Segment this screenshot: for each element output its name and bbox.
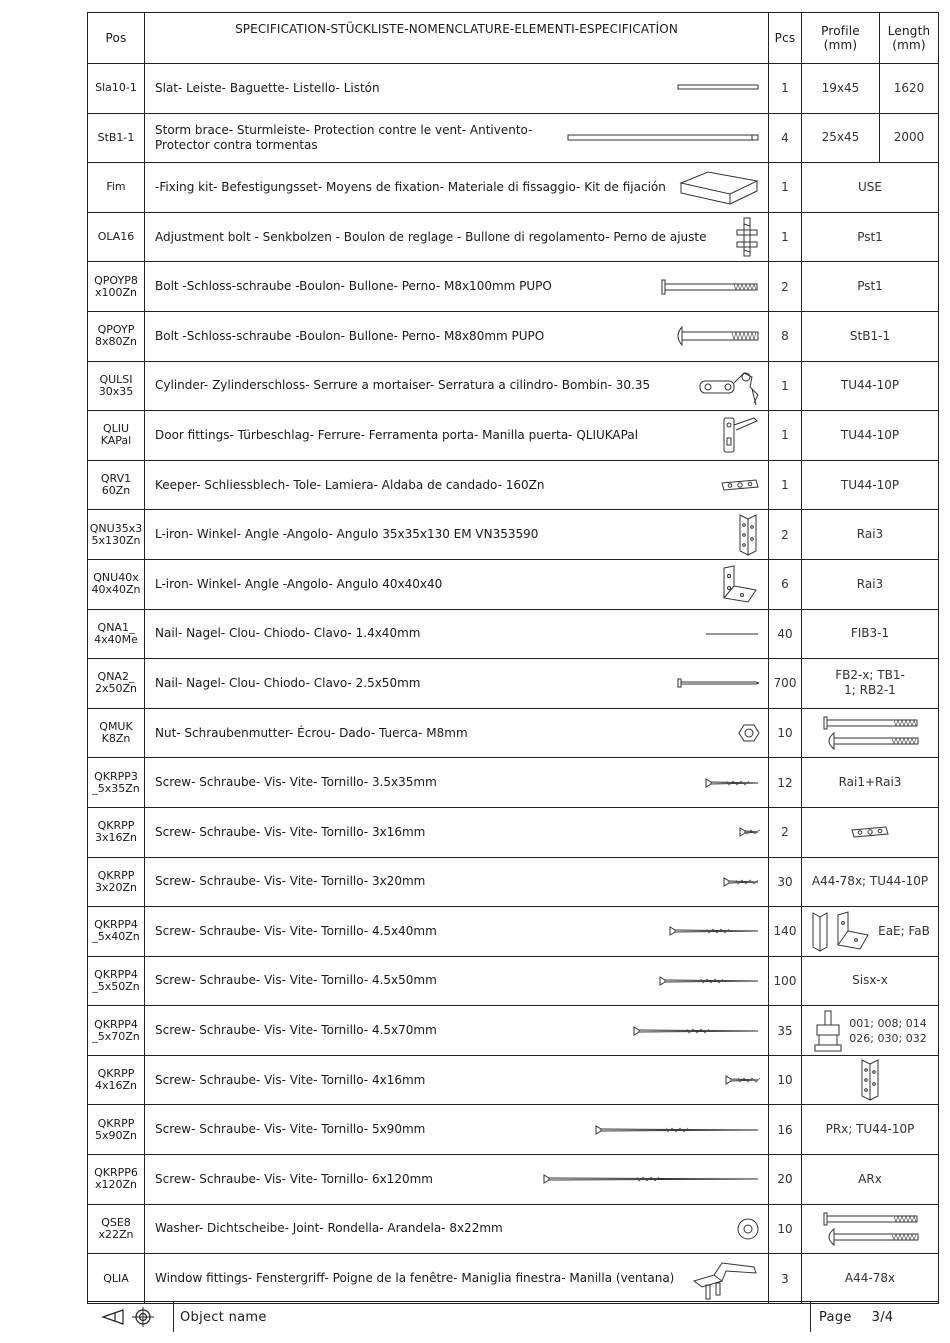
- item-position-code: QKRPP 3x20Zn: [88, 857, 145, 907]
- screw-icon: [594, 1123, 760, 1137]
- item-usage: Rai3: [856, 576, 884, 591]
- item-position-code: QNU35x3 5x130Zn: [88, 510, 145, 560]
- table-row: [88, 1254, 939, 1304]
- table-row: [88, 361, 939, 411]
- item-position-code: QPOYP 8x80Zn: [88, 311, 145, 361]
- item-quantity: 12: [769, 758, 802, 808]
- item-usage: USE: [858, 179, 882, 194]
- item-position-code: QKRPP4 _5x40Zn: [88, 907, 145, 957]
- table-row: [88, 212, 939, 262]
- item-description-cell: [145, 1254, 769, 1304]
- item-position-code: QKRPP 3x16Zn: [88, 807, 145, 857]
- bolt-carriage-icon: [674, 325, 760, 347]
- table-row: [88, 956, 939, 1006]
- nail-icon: [676, 677, 760, 689]
- table-row: [88, 857, 939, 907]
- item-position-code: QKRPP 4x16Zn: [88, 1055, 145, 1105]
- item-usage-cell: [802, 1204, 939, 1254]
- item-usage-cell: [802, 311, 939, 361]
- item-description: Washer- Dichtscheibe- Joint- Rondella- Arandela- 8x22mm: [155, 1221, 503, 1236]
- item-quantity: 1: [769, 212, 802, 262]
- item-position-code: QKRPP 5x90Zn: [88, 1105, 145, 1155]
- hex-nut-icon: [738, 723, 760, 743]
- item-description: -Fixing kit- Befestigungsset- Moyens de fixation- Materiale di fissaggio- Kit de fijación: [155, 179, 666, 194]
- angle-brackets-icon: [810, 909, 872, 953]
- item-position-code: QNA2_ 2x50Zn: [88, 659, 145, 709]
- item-description-cell: [145, 559, 769, 609]
- table-row: [88, 907, 939, 957]
- header-length-unit: (mm): [892, 38, 926, 52]
- table-row: [88, 708, 939, 758]
- screw-icon: [542, 1172, 760, 1186]
- item-description-cell: [145, 1155, 769, 1205]
- washer-icon: [736, 1217, 760, 1241]
- screw-icon: [658, 974, 760, 988]
- item-description: Screw- Schraube- Vis- Vite- Tornillo- 5x90mm: [155, 1122, 426, 1137]
- item-quantity: 35: [769, 1006, 802, 1056]
- table-row: [88, 1006, 939, 1056]
- bolts-pair-icon: [820, 714, 920, 752]
- slat-icon: [676, 83, 760, 93]
- item-description-cell: [145, 1204, 769, 1254]
- header-profile-unit: (mm): [823, 38, 858, 52]
- item-usage-cell: [802, 956, 939, 1006]
- item-position-code: Sla10-1: [88, 64, 145, 114]
- screw-icon: [738, 825, 760, 839]
- item-description-cell: [145, 609, 769, 659]
- item-description: Screw- Schraube- Vis- Vite- Tornillo- 6x120mm: [155, 1171, 433, 1186]
- table-row: [88, 758, 939, 808]
- item-quantity: 140: [769, 907, 802, 957]
- item-description: Keeper- Schliessblech- Tole- Lamiera- Aldaba de candado- 160Zn: [155, 477, 545, 492]
- item-description-cell: [145, 758, 769, 808]
- item-position-code: StB1-1: [88, 113, 145, 163]
- table-row: [88, 64, 939, 114]
- table-row: [88, 262, 939, 312]
- item-usage: TU44-10P: [840, 378, 900, 393]
- page-number-block: [811, 1302, 938, 1332]
- item-quantity: 30: [769, 857, 802, 907]
- item-position-code: QSE8 x22Zn: [88, 1204, 145, 1254]
- item-usage-cell: [802, 1055, 939, 1105]
- first-angle-projection-icon: [101, 1306, 159, 1328]
- item-usage: TU44-10P: [840, 427, 900, 442]
- item-quantity: 10: [769, 1055, 802, 1105]
- bolt-long-icon: [660, 278, 760, 296]
- post-anchor-icon: [813, 1009, 843, 1053]
- item-usage-line: 026; 030; 032: [849, 1031, 927, 1045]
- item-usage-cell: [802, 1155, 939, 1205]
- item-position-code: QKRPP3 _5x35Zn: [88, 758, 145, 808]
- item-description-cell: [145, 212, 769, 262]
- item-description: Nut- Schraubenmutter- Écrou- Dado- Tuerca- M8mm: [155, 725, 468, 740]
- item-quantity: 2: [769, 510, 802, 560]
- item-usage: FIB3-1: [850, 626, 890, 641]
- item-usage: TU44-10P: [840, 477, 900, 492]
- item-position-code: QLIA: [88, 1254, 145, 1304]
- storm-brace-icon: [566, 133, 760, 143]
- item-usage: ARx: [858, 1171, 882, 1186]
- item-length: 1620: [880, 64, 939, 114]
- item-description-cell: [145, 1055, 769, 1105]
- item-description: Cylinder- Zylinderschloss- Serrure a mortaiser- Serratura a cilindro- Bombin- 30.35: [155, 378, 651, 393]
- item-position-code: QRV1 60Zn: [88, 460, 145, 510]
- item-usage: Rai3: [856, 527, 884, 542]
- screw-icon: [704, 776, 760, 790]
- item-usage-cell: [802, 807, 939, 857]
- item-description-cell: [145, 1105, 769, 1155]
- item-usage-cell: [802, 361, 939, 411]
- item-description: Screw- Schraube- Vis- Vite- Tornillo- 3x16mm: [155, 824, 426, 839]
- item-usage-cell: [802, 609, 939, 659]
- item-position-code: QLIU KAPal: [88, 411, 145, 461]
- item-description: Storm brace- Sturmleiste- Protection contre le vent- Antivento- Protector contra tormentas: [155, 122, 533, 152]
- item-description: Slat- Leiste- Baguette- Listello- Listón: [155, 80, 380, 95]
- screw-icon: [722, 875, 760, 889]
- item-usage-cell: [802, 1254, 939, 1304]
- item-position-code: QKRPP4 _5x70Zn: [88, 1006, 145, 1056]
- item-quantity: 1: [769, 64, 802, 114]
- item-usage-cell: [802, 163, 939, 213]
- item-length: 2000: [880, 113, 939, 163]
- item-quantity: 2: [769, 262, 802, 312]
- item-description-cell: [145, 311, 769, 361]
- item-quantity: 700: [769, 659, 802, 709]
- item-usage: FB2-x; TB1-1; RB2-1: [835, 668, 905, 698]
- item-quantity: 10: [769, 708, 802, 758]
- item-description-cell: [145, 708, 769, 758]
- header-description: SPECIFICATION-STÜCKLISTE-NOMENCLATURE-ELEMENTI-ESPECIFICATÍON: [145, 13, 769, 64]
- table-row: [88, 460, 939, 510]
- item-usage: PRx; TU44-10P: [825, 1122, 915, 1137]
- item-position-code: QKRPP6 x120Zn: [88, 1155, 145, 1205]
- table-row: [88, 1204, 939, 1254]
- item-description-cell: [145, 262, 769, 312]
- item-description-cell: [145, 361, 769, 411]
- item-description-cell: [145, 907, 769, 957]
- item-usage: A44-78x; TU44-10P: [811, 874, 929, 889]
- item-profile: 19x45: [802, 64, 880, 114]
- header-profile-label: Profile: [821, 24, 860, 38]
- item-description: Bolt -Schloss-schraube -Boulon- Bullone- Perno- M8x100mm PUPO: [155, 279, 552, 294]
- header-pcs: Pcs: [769, 13, 802, 64]
- item-usage: Pst1: [857, 279, 883, 294]
- item-quantity: 16: [769, 1105, 802, 1155]
- fixing-kit-box-icon: [678, 167, 760, 207]
- item-usage-line: 001; 008; 014: [849, 1016, 927, 1030]
- projection-symbol: [87, 1302, 174, 1332]
- item-usage-cell: [802, 1006, 939, 1056]
- table-row: [88, 411, 939, 461]
- item-description: Screw- Schraube- Vis- Vite- Tornillo- 4.5x50mm: [155, 973, 437, 988]
- item-usage-cell: [802, 758, 939, 808]
- header-profile: [802, 13, 880, 64]
- item-description: L-iron- Winkel- Angle -Angolo- Angulo 40x40x40: [155, 576, 443, 591]
- item-quantity: 10: [769, 1204, 802, 1254]
- item-position-code: QKRPP4 _5x50Zn: [88, 956, 145, 1006]
- item-quantity: 1: [769, 460, 802, 510]
- item-description-cell: [145, 857, 769, 907]
- item-description-cell: [145, 510, 769, 560]
- item-position-code: QNA1_ 4x40Me: [88, 609, 145, 659]
- item-description-cell: [145, 659, 769, 709]
- screw-icon: [668, 924, 760, 938]
- item-usage-cell: [802, 659, 939, 709]
- item-usage: Sisx-x: [852, 973, 888, 988]
- item-quantity: 20: [769, 1155, 802, 1205]
- item-usage: Rai1+Rai3: [838, 775, 902, 790]
- item-usage-cell: [802, 411, 939, 461]
- item-usage-cell: [802, 907, 939, 957]
- item-quantity: 1: [769, 361, 802, 411]
- item-position-code: Fim: [88, 163, 145, 213]
- door-handle-icon: [720, 414, 760, 456]
- item-description: Screw- Schraube- Vis- Vite- Tornillo- 3.5x35mm: [155, 775, 437, 790]
- object-name-label: Object name: [174, 1302, 811, 1332]
- table-row: [88, 659, 939, 709]
- item-description: Nail- Nagel- Clou- Chiodo- Clavo- 2.5x50mm: [155, 675, 421, 690]
- l-iron-long-icon: [736, 513, 760, 557]
- item-profile: 25x45: [802, 113, 880, 163]
- item-description: Adjustment bolt - Senkbolzen - Boulon de reglage - Bullone di regolamento- Perno de ajuste: [155, 229, 707, 244]
- item-description: Window fittings- Fenstergriff- Poigne de la fenêtre- Maniglia finestra- Manilla (ventana): [155, 1271, 675, 1286]
- table-row: [88, 163, 939, 213]
- item-usage-cell: [802, 510, 939, 560]
- item-description-cell: [145, 956, 769, 1006]
- table-row: [88, 807, 939, 857]
- item-usage-cell: [802, 1105, 939, 1155]
- item-position-code: QNU40x 40x40Zn: [88, 559, 145, 609]
- item-position-code: QMUK K8Zn: [88, 708, 145, 758]
- item-description-cell: [145, 64, 769, 114]
- item-usage-cell: [802, 708, 939, 758]
- l-iron-long-icon: [858, 1058, 882, 1102]
- item-description: Screw- Schraube- Vis- Vite- Tornillo- 3x20mm: [155, 874, 426, 889]
- keeper-plate-icon: [720, 478, 760, 492]
- item-description-cell: [145, 807, 769, 857]
- item-description: Bolt -Schloss-schraube -Boulon- Bullone- Perno- M8x80mm PUPO: [155, 328, 545, 343]
- item-description: Screw- Schraube- Vis- Vite- Tornillo- 4.5x40mm: [155, 923, 437, 938]
- cylinder-lock-icon: [698, 365, 760, 407]
- item-usage: A44-78x: [844, 1271, 896, 1286]
- table-row: [88, 559, 939, 609]
- item-description: Nail- Nagel- Clou- Chiodo- Clavo- 1.4x40mm: [155, 626, 421, 641]
- item-quantity: 8: [769, 311, 802, 361]
- l-iron-bracket-icon: [720, 564, 760, 604]
- specification-table: [87, 12, 939, 1304]
- screw-icon: [724, 1073, 760, 1087]
- screw-icon: [632, 1024, 760, 1038]
- thin-nail-icon: [704, 630, 760, 638]
- item-quantity: 1: [769, 163, 802, 213]
- page-label: Page: [819, 1309, 852, 1325]
- table-row: [88, 609, 939, 659]
- bolts-pair-icon: [820, 1210, 920, 1248]
- keeper-plate-icon: [850, 825, 890, 839]
- item-description: Screw- Schraube- Vis- Vite- Tornillo- 4.5x70mm: [155, 1023, 437, 1038]
- page-value: 3/4: [871, 1309, 894, 1325]
- table-row: [88, 1105, 939, 1155]
- item-description: L-iron- Winkel- Angle -Angolo- Angulo 35x35x130 EM VN353590: [155, 527, 539, 542]
- item-position-code: QPOYP8 x100Zn: [88, 262, 145, 312]
- table-row: [88, 1055, 939, 1105]
- adjustment-bolt-icon: [734, 216, 760, 258]
- item-description: Screw- Schraube- Vis- Vite- Tornillo- 4x16mm: [155, 1072, 426, 1087]
- item-quantity: 40: [769, 609, 802, 659]
- item-usage: Pst1: [857, 229, 883, 244]
- item-description-cell: [145, 411, 769, 461]
- item-usage-cell: [802, 212, 939, 262]
- item-quantity: 1: [769, 411, 802, 461]
- table-row: [88, 311, 939, 361]
- window-handle-icon: [692, 1257, 760, 1301]
- item-description-cell: [145, 1006, 769, 1056]
- item-usage-cell: [802, 262, 939, 312]
- item-quantity: 100: [769, 956, 802, 1006]
- item-description-cell: [145, 113, 769, 163]
- title-block-footer: [87, 1301, 938, 1332]
- item-position-code: QULSI 30x35: [88, 361, 145, 411]
- item-description: Door fittings- Türbeschlag- Ferrure- Ferramenta porta- Manilla puerta- QLIUKAPal: [155, 427, 639, 442]
- item-quantity: 6: [769, 559, 802, 609]
- header-pos: Pos: [88, 13, 145, 64]
- item-usage: StB1-1: [849, 328, 891, 343]
- item-position-code: OLA16: [88, 212, 145, 262]
- item-quantity: 2: [769, 807, 802, 857]
- item-usage: EaE; FaB: [878, 923, 930, 938]
- table-row: [88, 1155, 939, 1205]
- table-row: [88, 113, 939, 163]
- item-usage-cell: [802, 460, 939, 510]
- item-usage-cell: [802, 559, 939, 609]
- item-quantity: 4: [769, 113, 802, 163]
- header-length: [880, 13, 939, 64]
- item-quantity: 3: [769, 1254, 802, 1304]
- item-description-cell: [145, 460, 769, 510]
- item-usage-cell: [802, 857, 939, 907]
- table-row: [88, 510, 939, 560]
- header-length-label: Length: [887, 24, 931, 38]
- item-description-cell: [145, 163, 769, 213]
